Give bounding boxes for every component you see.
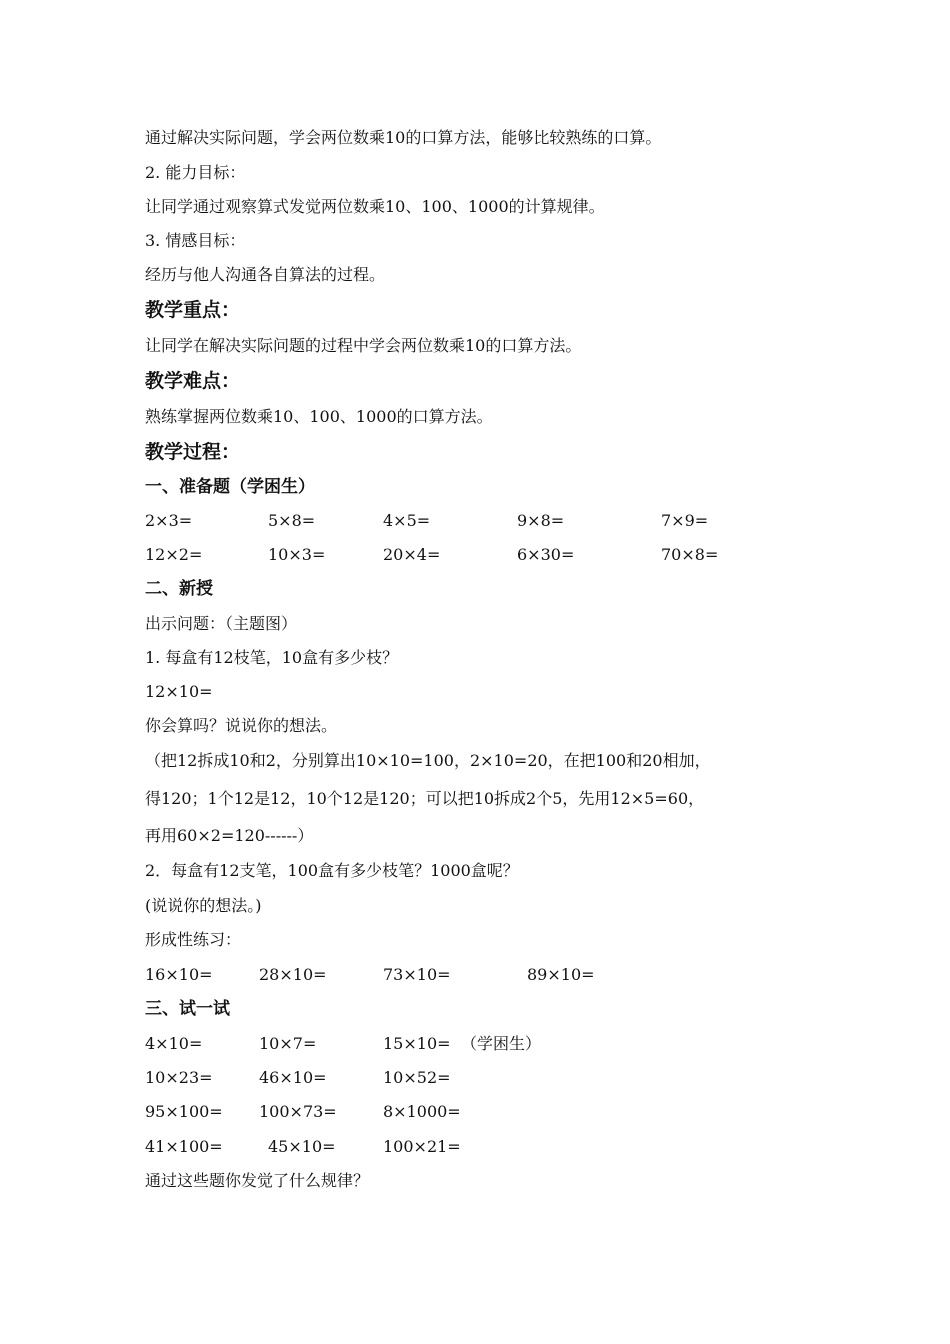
- question-1: 1. 每盒有12枝笔，10盒有多少枝？: [145, 648, 399, 667]
- s3-r4-c1: 41×100=: [145, 1137, 223, 1156]
- s1-r2-c2: 10×3=: [268, 545, 326, 564]
- practice-2: 28×10=: [259, 965, 327, 984]
- practice-label: 形成性练习：: [145, 930, 242, 949]
- section3-title: 三、试一试: [145, 999, 230, 1019]
- section2-title: 二、新授: [145, 579, 213, 599]
- practice-4: 89×10=: [527, 965, 595, 984]
- s3-r1-note: （学困生）: [461, 1034, 542, 1053]
- say-text: (说说你的想法。): [145, 896, 262, 915]
- practice-1: 16×10=: [145, 965, 213, 984]
- explain-line-3: 再用60×2=120------）: [145, 826, 314, 845]
- s1-r1-c3: 4×5=: [383, 511, 431, 530]
- s3-r2-c2: 46×10=: [259, 1068, 327, 1087]
- s1-r1-c4: 9×8=: [517, 511, 565, 530]
- s3-r2-c3: 10×52=: [383, 1068, 451, 1087]
- explain-line-1: （把12拆成10和2，分别算出10×10=100，2×10=20，在把100和20相加，: [145, 751, 711, 770]
- goal-text-3: 经历与他人沟通各自算法的过程。: [145, 265, 386, 284]
- difficulty-heading: 教学难点：: [145, 370, 241, 392]
- equation-1: 12×10=: [145, 682, 213, 701]
- s1-r2-c1: 12×2=: [145, 545, 203, 564]
- s3-r3-c3: 8×1000=: [383, 1102, 461, 1121]
- s3-r3-c2: 100×73=: [259, 1102, 337, 1121]
- key-point-heading: 教学重点：: [145, 299, 241, 321]
- s3-r3-c1: 95×100=: [145, 1102, 223, 1121]
- s3-r4-c2: 45×10=: [268, 1137, 336, 1156]
- s3-r4-c3: 100×21=: [383, 1137, 461, 1156]
- section1-title: 一、准备题（学困生）: [145, 477, 315, 497]
- goal-text-1: 通过解决实际问题，学会两位数乘10的口算方法，能够比较熟练的口算。: [145, 128, 662, 147]
- show-problem: 出示问题：（主题图）: [145, 614, 298, 633]
- key-point-text: 让同学在解决实际问题的过程中学会两位数乘10的口算方法。: [145, 336, 582, 355]
- s1-r1-c1: 2×3=: [145, 511, 193, 530]
- process-heading: 教学过程：: [145, 441, 241, 463]
- rule-question: 通过这些题你发觉了什么规律？: [145, 1171, 370, 1190]
- explain-line-2: 得120；1个12是12，10个12是120；可以把10拆成2个5，先用12×5=60，: [145, 789, 705, 808]
- s1-r2-c4: 6×30=: [517, 545, 575, 564]
- question-2: 2．每盒有12支笔，100盒有多少枝笔？1000盒呢？: [145, 861, 519, 880]
- goal-text-2: 让同学通过观察算式发觉两位数乘10、100、1000的计算规律。: [145, 197, 605, 216]
- ask-text: 你会算吗？说说你的想法。: [145, 716, 338, 735]
- s3-r1-c3: 15×10=: [383, 1034, 451, 1053]
- s3-r1-c2: 10×7=: [259, 1034, 317, 1053]
- s3-r1-c1: 4×10=: [145, 1034, 203, 1053]
- s1-r1-c2: 5×8=: [268, 511, 316, 530]
- goal-3-label: 3. 情感目标：: [145, 231, 246, 250]
- s1-r1-c5: 7×9=: [661, 511, 709, 530]
- s3-r2-c1: 10×23=: [145, 1068, 213, 1087]
- s1-r2-c5: 70×8=: [661, 545, 719, 564]
- difficulty-text: 熟练掌握两位数乘10、100、1000的口算方法。: [145, 407, 493, 426]
- practice-3: 73×10=: [383, 965, 451, 984]
- s1-r2-c3: 20×4=: [383, 545, 441, 564]
- goal-2-label: 2. 能力目标：: [145, 163, 246, 182]
